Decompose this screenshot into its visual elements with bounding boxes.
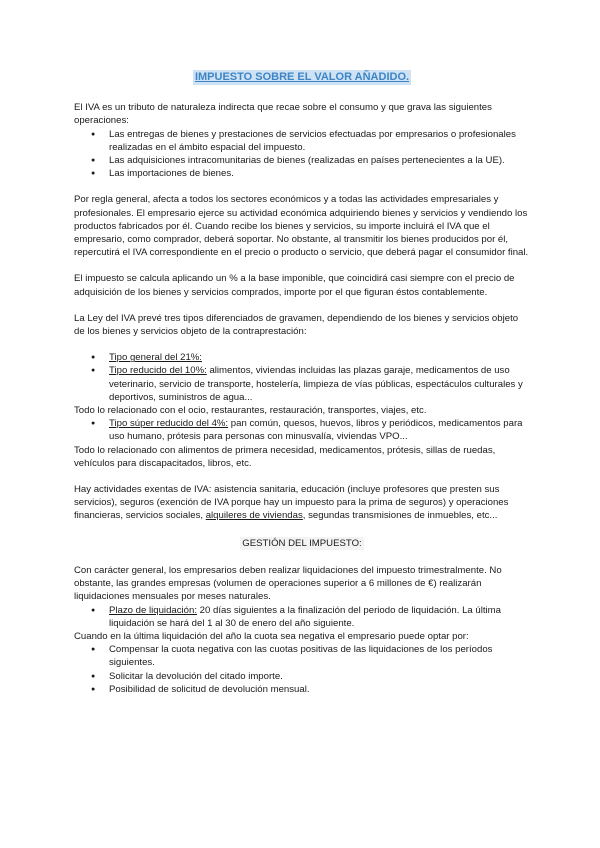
gestion-paragraph: Con carácter general, los empresarios deben realizar liquidaciones del impuesto trimestralmente. No obstante, las grandes empresas (volumen de operaciones superior a 6 millones de €) realizarán liquidaciones mensuales por meses naturales. bbox=[74, 564, 502, 603]
tipo-super-list bbox=[74, 417, 530, 443]
ultima-liquidacion-text: Cuando en la última liquidación del año la cuota sea negativa el empresario puede optar por: bbox=[74, 630, 469, 642]
list-item: ● Las importaciones de bienes. bbox=[109, 167, 530, 180]
tipo-general-item bbox=[109, 351, 530, 364]
plazo-item bbox=[109, 604, 530, 630]
calc-paragraph: El impuesto se calcula aplicando un % a la base imponible, que coincidirá casi siempre con el precio de adquisición de los bienes y servicios comprados, importe por el que figuran éstos contablemente. bbox=[74, 273, 515, 298]
list-item: ● Las adquisiciones intracomunitarias de bienes (realizadas en países pertenecientes a la UE). bbox=[109, 154, 530, 167]
general-paragraph: Por regla general, afecta a todos los sectores económicos y a todas las actividades empresariales y profesionales. El empresario ejerce su actividad económica adquiriendo bienes y servicios y vendiendo los productos fabricados por él. Cuando recibe los bienes y servicios, su importe incluirá el IVA que el empresario, como comprador, deberá soportar. No obstante, al transmitir los bienes producidos por él, repercutirá el IVA correspondiente en el precio o producto o servicio, que deberá pagar el consumidor final. bbox=[74, 194, 529, 259]
gestion-title: GESTIÓN DEL IMPUESTO: bbox=[242, 537, 362, 549]
plazo-list bbox=[74, 604, 530, 630]
plazo-text: 20 días siguientes a la finalización del periodo de liquidación. La última liquidación se hará del 1 al 30 de enero del año siguiente. bbox=[109, 604, 502, 629]
list-item: ● Las entregas de bienes y prestaciones de servicios efectuadas por empresarios o profesionales realizadas en el ámbito espacial del impuesto. bbox=[109, 128, 530, 154]
tipo-reducido-label: Tipo reducido del 10%: bbox=[109, 365, 207, 377]
tipo-reducido-item bbox=[109, 364, 530, 404]
tipo-super-label: Tipo súper reducido del 4%: bbox=[109, 418, 229, 430]
todo-ocio-text: Todo lo relacionado con el ocio, restaurantes, restauración, transportes, viajes, etc. bbox=[74, 405, 427, 417]
list-item: ● Compensar la cuota negativa con las cuotas positivas de las liquidaciones de los períodos siguientes. bbox=[109, 643, 530, 669]
plazo-label: Plazo de liquidación: bbox=[109, 604, 198, 616]
tipo-reducido-text: alimentos, viviendas incluidas las plazas garaje, medicamentos de uso veterinario, servicio de transporte, hostelería, limpieza de vías públicas, espectáculos culturales y deportivos, suministros de agua... bbox=[109, 365, 523, 403]
document-title: IMPUESTO SOBRE EL VALOR AÑADIDO. bbox=[193, 70, 411, 85]
title-wrap bbox=[74, 70, 530, 85]
ley-paragraph: La Ley del IVA prevé tres tipos diferenciados de gravamen, dependiendo de los bienes y servicios objeto de los bienes y servicios objeto de la contraprestación: bbox=[74, 312, 519, 338]
tipo-super-item bbox=[109, 417, 530, 443]
opciones-list bbox=[74, 643, 530, 696]
todo-primera-text: Todo lo relacionado con alimentos de primera necesidad, medicamentos, prótesis, sillas de ruedas, vehículos para discapacitados, libros, etc. bbox=[74, 444, 496, 469]
operations-list bbox=[74, 128, 530, 181]
exentas-paragraph bbox=[74, 483, 530, 523]
exentas-text-a: Hay actividades exentas de IVA: asistencia sanitaria, educación (incluye profesores que presten sus servicios), seguros (exención de IVA porque hay un impuesto para la prima de seguros) y operaciones financieras, servicios sociales, bbox=[74, 484, 509, 522]
exentas-text-b: , segundas transmisiones de inmuebles, etc... bbox=[302, 510, 498, 522]
list-item: ● Posibilidad de solicitud de devolución mensual. bbox=[109, 683, 530, 696]
list-item: ● Solicitar la devolución del citado importe. bbox=[109, 670, 530, 683]
tipo-general-label: Tipo general del 21%: bbox=[109, 352, 202, 364]
tipos-list bbox=[74, 351, 530, 404]
alquileres-link[interactable]: alquileres de viviendas bbox=[205, 510, 303, 522]
gestion-title-wrap bbox=[74, 537, 530, 550]
intro-paragraph: El IVA es un tributo de naturaleza indirecta que recae sobre el consumo y que grava las siguientes operaciones: bbox=[74, 102, 492, 127]
tipo-super-text: pan común, quesos, huevos, libros y periódicos, medicamentos para uso humano, prótesis para personas con minusvalía, viviendas VPO... bbox=[109, 418, 523, 443]
